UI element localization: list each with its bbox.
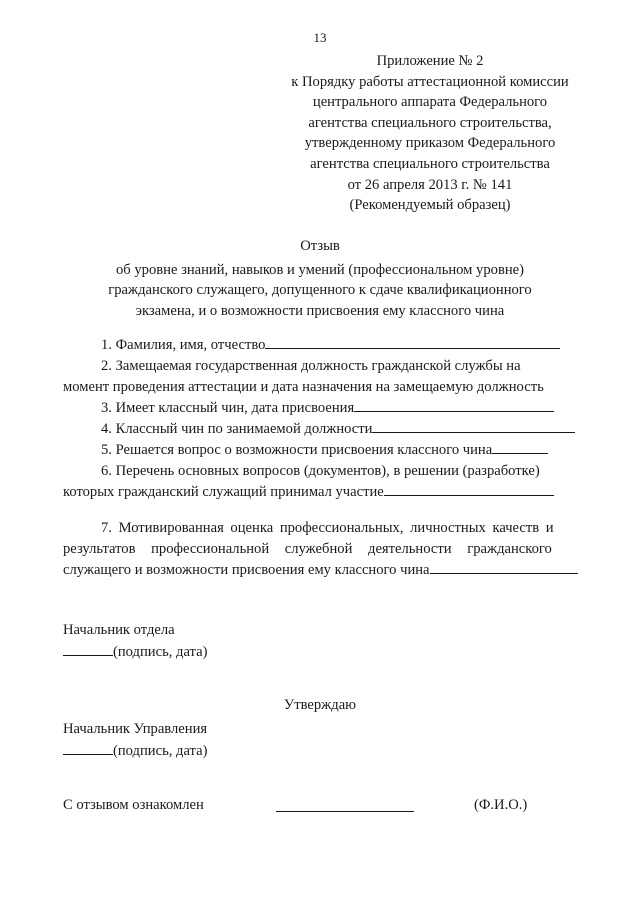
mgmt-head-sign-date: (подпись, дата) bbox=[113, 743, 208, 759]
dept-head-signature-line[interactable] bbox=[63, 642, 113, 656]
appendix-line: (Рекомендуемый образец) bbox=[349, 197, 511, 214]
review-heading bbox=[100, 236, 540, 321]
form-item-6 bbox=[63, 461, 573, 503]
item-6-line-1: 6. Перечень основных вопросов (документов), в решении (разработке) bbox=[101, 463, 540, 479]
dept-head-sign-date: (подпись, дата) bbox=[113, 644, 208, 660]
appendix-line: от 26 апреля 2013 г. № 141 bbox=[347, 176, 513, 193]
form-item-4 bbox=[63, 419, 573, 440]
item-1-fill-line[interactable] bbox=[265, 335, 560, 349]
item-5-fill-line[interactable] bbox=[492, 440, 548, 454]
item-2-line-2: момент проведения аттестации и дата назначения на замещаемую должность bbox=[63, 379, 544, 395]
mgmt-head-block bbox=[63, 718, 207, 762]
form-item-7 bbox=[63, 518, 573, 581]
page-number: 13 bbox=[313, 30, 327, 45]
appendix-line: к Порядку работы аттестационной комиссии bbox=[291, 73, 569, 90]
form-item-3 bbox=[63, 398, 573, 419]
form-item-1 bbox=[63, 335, 573, 356]
item-6-line-2: которых гражданский служащий принимал участие bbox=[63, 484, 384, 500]
review-subtitle-line: экзамена, и о возможности присвоения ему классного чина bbox=[135, 302, 505, 319]
dept-head-block bbox=[63, 619, 207, 663]
appendix-line: агентства специального строительства bbox=[310, 155, 550, 172]
review-subtitle-line: об уровне знаний, навыков и умений (профессиональном уровне) bbox=[115, 261, 524, 278]
appendix-line: Приложение № 2 bbox=[376, 53, 484, 69]
fio-label: (Ф.И.О.) bbox=[474, 797, 528, 813]
item-3-fill-line[interactable] bbox=[354, 398, 554, 412]
item-4-fill-line[interactable] bbox=[372, 419, 575, 433]
item-3-label: 3. Имеет классный чин, дата присвоения bbox=[101, 400, 355, 416]
appendix-line: центрального аппарата Федерального bbox=[312, 94, 548, 111]
appendix-line: агентства специального строительства, bbox=[308, 114, 552, 131]
approve-label: Утверждаю bbox=[283, 697, 357, 713]
item-2-line-1: 2. Замещаемая государственная должность гражданской службы на bbox=[101, 358, 521, 374]
appendix-line: утвержденному приказом Федерального bbox=[304, 135, 556, 152]
item-7-line-3: служащего и возможности присвоения ему классного чина bbox=[63, 562, 430, 578]
dept-head-label: Начальник отдела bbox=[63, 622, 175, 638]
acknowledged-signature-line[interactable] bbox=[276, 797, 414, 812]
item-7-line-2: результатов профессиональной служебной деятельности гражданского bbox=[63, 541, 552, 557]
review-title: Отзыв bbox=[300, 238, 340, 254]
item-6-fill-line[interactable] bbox=[384, 482, 554, 496]
form-item-5 bbox=[63, 440, 573, 461]
item-4-label: 4. Классный чин по занимаемой должности bbox=[101, 421, 373, 437]
mgmt-head-label: Начальник Управления bbox=[63, 721, 208, 737]
form-item-2 bbox=[63, 356, 573, 398]
review-subtitle-line: гражданского служащего, допущенного к сдаче квалификационного bbox=[108, 282, 532, 299]
item-7-fill-line[interactable] bbox=[430, 560, 578, 574]
item-7-line-1: 7. Мотивированная оценка профессиональных, личностных качеств и bbox=[101, 520, 554, 536]
acknowledged-label: С отзывом ознакомлен bbox=[63, 797, 204, 813]
item-1-label: 1. Фамилия, имя, отчество bbox=[101, 337, 266, 353]
item-5-label: 5. Решается вопрос о возможности присвоения классного чина bbox=[101, 442, 493, 458]
appendix-header bbox=[280, 51, 580, 216]
mgmt-head-signature-line[interactable] bbox=[63, 741, 113, 755]
